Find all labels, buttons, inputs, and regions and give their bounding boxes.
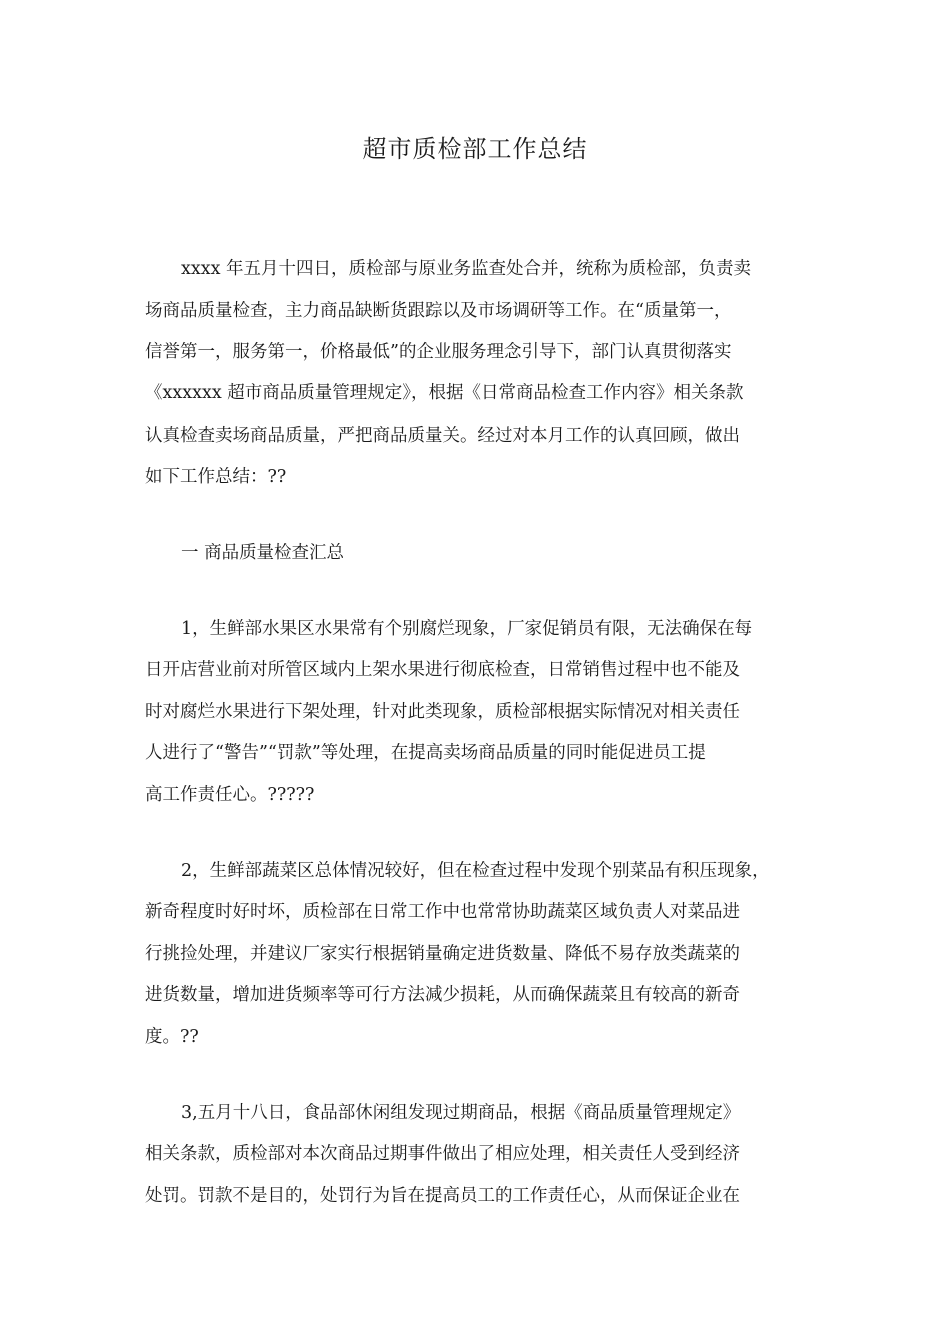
item1-line: 高工作责任心。????? (145, 785, 315, 805)
intro-line: 场商品质量检查，主力商品缺断货跟踪以及市场调研等工作。在“质量第一， (145, 301, 732, 321)
intro-line: 信誉第一，服务第一，价格最低”的企业服务理念引导下，部门认真贯彻落实 (145, 342, 732, 362)
item2-line: 行挑捡处理，并建议厂家实行根据销量确定进货数量、降低不易存放类蔬菜的 (145, 944, 740, 964)
intro-line: 《xxxxxx 超市商品质量管理规定》，根据《日常商品检查工作内容》相关条款 (145, 383, 744, 403)
item3-line: 3,五月十八日，食品部休闲组发现过期商品，根据《商品质量管理规定》 (181, 1103, 741, 1123)
item2-line: 新奇程度时好时坏，质检部在日常工作中也常常协助蔬菜区域负责人对菜品进 (145, 902, 740, 922)
intro-line: 认真检查卖场商品质量，严把商品质量关。经过对本月工作的认真回顾，做出 (145, 426, 740, 446)
page-title: 超市质检部工作总结 (362, 135, 588, 163)
item3-line: 相关条款，质检部对本次商品过期事件做出了相应处理，相关责任人受到经济 (145, 1144, 740, 1164)
intro-line: 如下工作总结：?? (145, 467, 287, 487)
item2-line: 2，生鲜部蔬菜区总体情况较好，但在检查过程中发现个别菜品有积压现象， (181, 861, 770, 881)
item1-line: 人进行了“警告”“罚款”等处理，在提高卖场商品质量的同时能促进员工提 (145, 743, 706, 763)
section-heading: 一 商品质量检查汇总 (181, 543, 345, 563)
item2-line: 进货数量，增加进货频率等可行方法减少损耗，从而确保蔬菜且有较高的新奇 (145, 985, 740, 1005)
item3-line: 处罚。罚款不是目的，处罚行为旨在提高员工的工作责任心，从而保证企业在 (145, 1186, 740, 1206)
item1-line: 1，生鲜部水果区水果常有个别腐烂现象，厂家促销员有限，无法确保在每 (181, 619, 753, 639)
item1-line: 时对腐烂水果进行下架处理，针对此类现象，质检部根据实际情况对相关责任 (145, 702, 740, 722)
item2-line: 度。?? (145, 1027, 199, 1047)
intro-line: xxxx 年五月十四日，质检部与原业务监查处合并，统称为质检部，负责卖 (181, 259, 752, 279)
item1-line: 日开店营业前对所管区域内上架水果进行彻底检查，日常销售过程中也不能及 (145, 660, 740, 680)
